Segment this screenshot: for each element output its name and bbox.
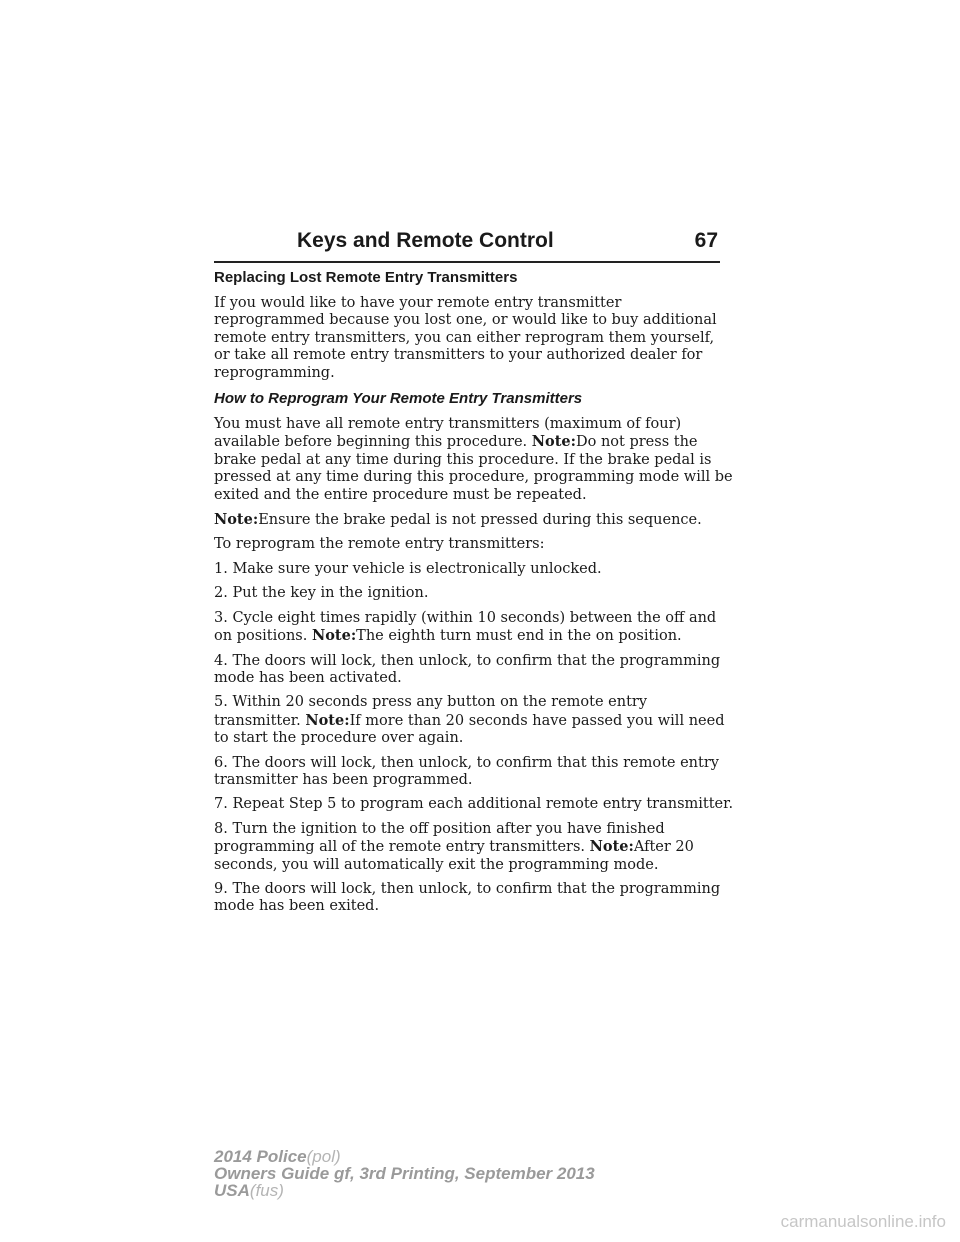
footer-market: USA	[214, 1181, 250, 1200]
step-4: 4. The doors will lock, then unlock, to confirm that the programming mode has been activated.	[214, 652, 721, 686]
footer-line-3	[214, 1182, 595, 1199]
text: 5. Within 20 seconds press any button on the remote entry transmitter.	[214, 694, 648, 729]
footer-line-2: Owners Guide gf, 3rd Printing, September 2013	[214, 1164, 595, 1183]
note-label: Note:	[589, 838, 634, 856]
text: After 20 seconds, you will automatically exit the programming mode.	[214, 839, 694, 873]
footer-market-code: (fus)	[249, 1181, 284, 1200]
text: If more than 20 seconds have passed you will need to start the procedure over again.	[214, 712, 725, 747]
step-8	[214, 821, 734, 874]
text: 3. Cycle eight times rapidly (within 10 seconds) between the off and on positions.	[214, 609, 717, 645]
text: The eighth turn must end in the on position.	[356, 628, 682, 645]
note-label: Note:	[214, 511, 259, 529]
paragraph-replacing: If you would like to have your remote entry transmitter reprogrammed because you lost one, or would like to buy additional remote entry transmitters, you can either reprogram them yourself, or take all remote entry transmitters to your authorized dealer for reprogramming.	[214, 295, 717, 381]
note-label: Note:	[531, 433, 576, 451]
step-5	[214, 694, 734, 747]
page-header	[214, 229, 720, 263]
step-7: 7. Repeat Step 5 to program each additional remote entry transmitter.	[214, 796, 734, 813]
watermark: carmanualsonline.info	[780, 1212, 946, 1231]
chapter-title: Keys and Remote Control	[297, 229, 554, 252]
step-6: 6. The doors will lock, then unlock, to confirm that this remote entry transmitter has been programmed.	[214, 754, 719, 788]
text: Do not press the brake pedal at any time during this procedure. If the brake pedal is pressed at any time during this procedure, programming mode will be exited and the entire procedure must be repeated.	[214, 434, 733, 503]
text: Ensure the brake pedal is not pressed during this sequence.	[258, 512, 702, 529]
footer-model-code: (pol)	[306, 1147, 341, 1166]
paragraph-intro: To reprogram the remote entry transmitters:	[214, 536, 545, 553]
section-heading-howto: How to Reprogram Your Remote Entry Transmitters	[214, 390, 583, 408]
step-1: 1. Make sure your vehicle is electronically unlocked.	[214, 560, 602, 577]
note-label: Note:	[305, 711, 350, 729]
step-2: 2. Put the key in the ignition.	[214, 585, 429, 602]
paragraph-note	[214, 511, 734, 529]
page-content	[214, 268, 734, 923]
text: You must have all remote entry transmitters (maximum of four) available before beginning this procedure.	[214, 416, 682, 451]
section-heading-replacing: Replacing Lost Remote Entry Transmitters	[214, 269, 518, 286]
text: 8. Turn the ignition to the off position after you have finished programming all of the remote entry transmitters.	[214, 820, 665, 856]
page-footer	[214, 1148, 595, 1199]
step-9: 9. The doors will lock, then unlock, to confirm that the programming mode has been exited.	[214, 880, 721, 915]
paragraph-howto	[214, 416, 734, 504]
page-number: 67	[694, 229, 718, 252]
note-label: Note:	[311, 627, 357, 645]
footer-line-1	[214, 1148, 595, 1165]
step-3	[214, 610, 734, 646]
footer-model: 2014 Police	[214, 1147, 307, 1166]
